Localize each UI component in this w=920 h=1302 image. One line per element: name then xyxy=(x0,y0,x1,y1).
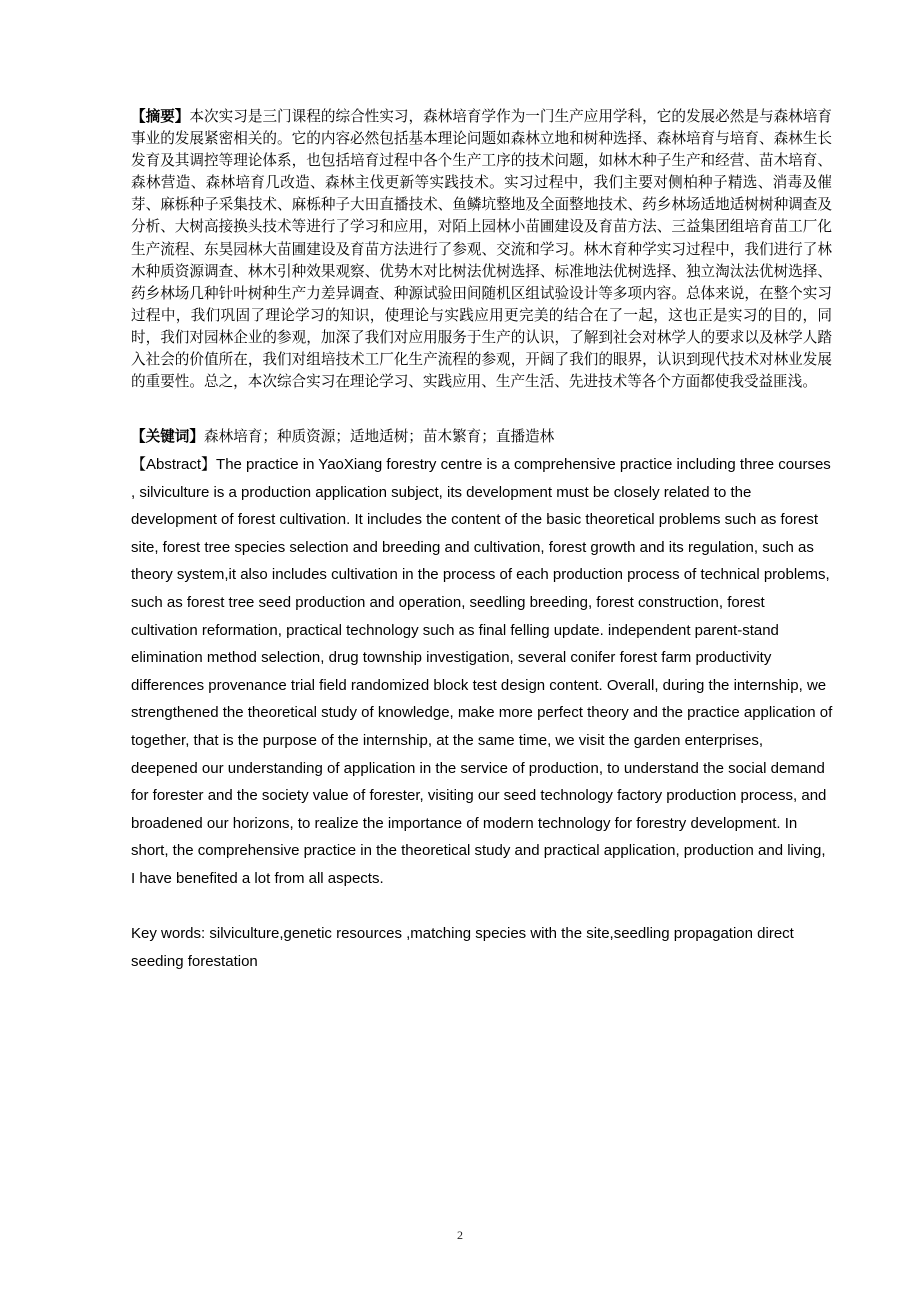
chinese-abstract-text: 本次实习是三门课程的综合性实习，森林培育学作为一门生产应用学科，它的发展必然是与森林培育事业的发展紧密相关的。它的内容必然包括基本理论问题如森林立地和树种选择、森林培育与培育、森林生长发育及其调控等理论体系，也包括培育过程中各个生产工序的技术问题，如林木种子生产和经营、苗木培育、森林营造、森林培育几改造、森林主伐更新等实践技术。实习过程中，我们主要对侧柏种子精选、消毒及催芽、麻栎种子采集技术、麻栎种子大田直播技术、鱼鳞坑整地及全面整地技术、药乡林场适地适树树种调查及分析、大树高接换头技术等进行了学习和应用，对陌上园林小苗圃建设及育苗方法、三益集团组培育苗工厂化生产流程、东昊园林大苗圃建设及育苗方法进行了参观、交流和学习。林木育种学实习过程中，我们进行了林木种质资源调查、林木引种效果观察、优势木对比树法优树选择、标准地法优树选择、独立淘汰法优树选择、药乡林场几种针叶树种生产力差异调查、种源试验田间随机区组试验设计等多项内容。总体来说，在整个实习过程中，我们巩固了理论学习的知识，使理论与实践应用更完美的结合在了一起，这也正是实习的目的，同时，我们对园林企业的参观，加深了我们对应用服务于生产的认识，了解到社会对林学人的要求以及林学人踏入社会的价值所在，我们对组培技术工厂化生产流程的参观，开阔了我们的眼界，认识到现代技术对林业发展的重要性。总之，本次综合实习在理论学习、实践应用、生产生活、先进技术等各个方面都使我受益匪浅。 xyxy=(131,108,832,391)
english-keywords: Key words: silviculture,genetic resources ,matching species with the site,seedling propagation direct seeding forestation xyxy=(131,925,794,970)
chinese-abstract-label: 【摘要】 xyxy=(131,108,190,125)
chinese-abstract xyxy=(131,106,832,393)
chinese-keywords-text: 森林培育；种质资源；适地适树；苗木繁育；直播造林 xyxy=(203,428,555,445)
english-abstract-text: The practice in YaoXiang forestry centre is a comprehensive practice including three courses , silviculture is a production application subject, its development must be closely related to the development of forest cultivation. It includes the content of the basic theoretical problems such as forest site, forest tree species selection and breeding and cultivation, forest growth and its regulation, such as theory system,it also includes cultivation in the process of each production process of technical problems, such as forest tree seed production and operation, seedling breeding, forest construction, forest cultivation reformation, practical technology such as final felling update. independent parent-stand elimination method selection, drug township investigation, several conifer forest farm productivity differences provenance trial field randomized block test design content. Overall, during the internship, we strengthened the theoretical study of knowledge, make more perfect theory and the practice application of together, that is the purpose of the internship, at the same time, we visit the garden enterprises, deepened our understanding of application in the service of production, to understand the social demand for forester and the society value of forester, visiting our seed technology factory production process, and broadened our horizons, to realize the importance of modern technology for forestry development. In short, the comprehensive practice in the theoretical study and practical application, production and living, I have benefited a lot from all aspects. xyxy=(131,456,833,887)
page-number: 2 xyxy=(457,1228,463,1242)
english-abstract xyxy=(131,451,833,893)
chinese-keywords-label: 【关键词】 xyxy=(131,428,204,445)
chinese-keywords xyxy=(131,426,832,448)
english-abstract-label: 【Abstract】 xyxy=(131,456,217,473)
